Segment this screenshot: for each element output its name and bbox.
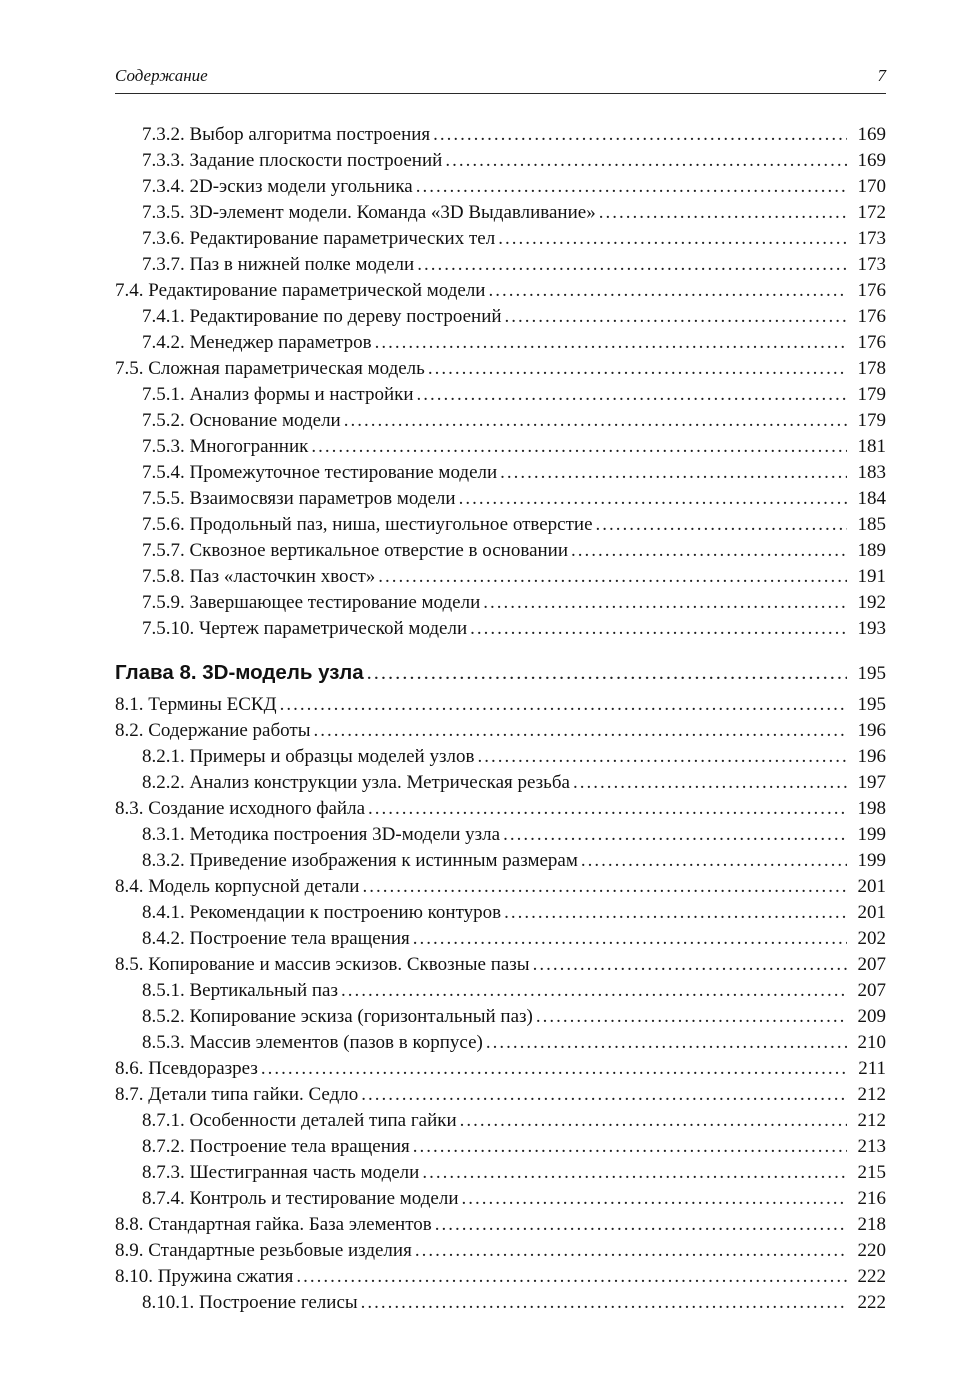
- toc-entry-page-number: 178: [857, 358, 886, 379]
- toc-entry: [115, 822, 886, 848]
- toc-entry-title: 7.5.9. Завершающее тестирование модели: [142, 592, 481, 613]
- toc-entry-title: 8.3.1. Методика построения 3D-модели узла: [142, 824, 501, 845]
- toc-entry-page-number: 179: [857, 410, 886, 431]
- toc-entry-title: 7.4. Редактирование параметрической модели: [115, 280, 486, 301]
- dot-leader: [505, 304, 847, 330]
- toc-entry: [115, 538, 886, 564]
- toc-entry: [115, 564, 886, 590]
- table-of-contents: [115, 122, 886, 1316]
- toc-entry: [115, 848, 886, 874]
- toc-entry-page-number: 173: [857, 254, 886, 275]
- toc-entry: [115, 460, 886, 486]
- toc-entry: [115, 304, 886, 330]
- toc-entry: [115, 978, 886, 1004]
- toc-entry-page-number: 181: [857, 436, 886, 457]
- toc-entry-page-number: 201: [857, 876, 886, 897]
- toc-entry: [115, 744, 886, 770]
- toc-entry: [115, 486, 886, 512]
- toc-entry-page-number: 222: [857, 1292, 886, 1313]
- dot-leader: [459, 486, 847, 512]
- dot-leader: [503, 822, 847, 848]
- toc-entry-title: 7.3.2. Выбор алгоритма построения: [142, 124, 431, 145]
- toc-entry-page-number: 222: [857, 1266, 886, 1287]
- dot-leader: [581, 848, 847, 874]
- toc-entry-title: 8.1. Термины ЕСКД: [115, 694, 277, 715]
- toc-entry-title: 8.5.2. Копирование эскиза (горизонтальный паз): [142, 1006, 533, 1027]
- toc-entry-page-number: 207: [857, 954, 886, 975]
- toc-entry-page-number: 202: [857, 928, 886, 949]
- dot-leader: [498, 226, 847, 252]
- dot-leader: [344, 408, 847, 434]
- dot-leader: [573, 770, 847, 796]
- toc-entry: [115, 330, 886, 356]
- toc-entry-title: 7.5.2. Основание модели: [142, 410, 341, 431]
- dot-leader: [477, 744, 847, 770]
- toc-entry: [115, 278, 886, 304]
- dot-leader: [470, 616, 847, 642]
- toc-entry: [115, 1134, 886, 1160]
- dot-leader: [361, 1082, 847, 1108]
- toc-entry-title: 8.5.1. Вертикальный паз: [142, 980, 338, 1001]
- toc-entry-title: 8.9. Стандартные резьбовые изделия: [115, 1240, 412, 1261]
- toc-entry: [115, 122, 886, 148]
- toc-entry: [115, 1004, 886, 1030]
- toc-entry-title: 8.7. Детали типа гайки. Седло: [115, 1084, 359, 1105]
- dot-leader: [596, 512, 847, 538]
- toc-entry-title: Глава 8. 3D-модель узла: [115, 661, 364, 684]
- toc-entry-title: 8.2.1. Примеры и образцы моделей узлов: [142, 746, 475, 767]
- toc-entry-title: 8.7.2. Построение тела вращения: [142, 1136, 410, 1157]
- dot-leader: [536, 1004, 847, 1030]
- toc-entry-title: 7.5.8. Паз «ласточкин хвост»: [142, 566, 376, 587]
- toc-entry: [115, 226, 886, 252]
- toc-entry-title: 7.5.6. Продольный паз, ниша, шестиугольное отверстие: [142, 514, 593, 535]
- toc-entry: [115, 148, 886, 174]
- toc-entry-title: 8.5.3. Массив элементов (пазов в корпусе): [142, 1032, 483, 1053]
- toc-entry: [115, 1264, 886, 1290]
- dot-leader: [296, 1264, 847, 1290]
- toc-entry-page-number: 176: [857, 306, 886, 327]
- toc-entry-page-number: 220: [857, 1240, 886, 1261]
- toc-entry-page-number: 199: [857, 824, 886, 845]
- toc-entry-page-number: 172: [857, 202, 886, 223]
- toc-entry-title: 7.4.2. Менеджер параметров: [142, 332, 372, 353]
- toc-entry-title: 7.3.7. Паз в нижней полке модели: [142, 254, 415, 275]
- dot-leader: [462, 1186, 847, 1212]
- toc-entry-page-number: 201: [857, 902, 886, 923]
- toc-entry-page-number: 183: [857, 462, 886, 483]
- toc-entry-page-number: 185: [857, 514, 886, 535]
- toc-entry-title: 8.2. Содержание работы: [115, 720, 311, 741]
- dot-leader: [362, 874, 847, 900]
- toc-entry-page-number: 211: [858, 1058, 886, 1079]
- toc-entry-page-number: 191: [857, 566, 886, 587]
- dot-leader: [367, 660, 847, 686]
- toc-entry-title: 8.3.2. Приведение изображения к истинным размерам: [142, 850, 578, 871]
- toc-entry-page-number: 184: [857, 488, 886, 509]
- toc-entry-page-number: 176: [857, 280, 886, 301]
- dot-leader: [433, 122, 847, 148]
- toc-entry-title: 7.5.5. Взаимосвязи параметров модели: [142, 488, 456, 509]
- dot-leader: [428, 356, 847, 382]
- toc-entry: [115, 356, 886, 382]
- toc-entry-title: 8.7.1. Особенности деталей типа гайки: [142, 1110, 457, 1131]
- toc-entry: [115, 1108, 886, 1134]
- dot-leader: [417, 252, 847, 278]
- toc-entry-title: 7.5.10. Чертеж параметрической модели: [142, 618, 468, 639]
- toc-entry-title: 7.3.3. Задание плоскости построений: [142, 150, 443, 171]
- toc-entry-page-number: 207: [857, 980, 886, 1001]
- dot-leader: [500, 460, 847, 486]
- toc-entry-title: 7.5.4. Промежуточное тестирование модели: [142, 462, 498, 483]
- dot-leader: [533, 952, 847, 978]
- toc-entry-page-number: 216: [857, 1188, 886, 1209]
- toc-entry-page-number: 197: [857, 772, 886, 793]
- dot-leader: [413, 926, 847, 952]
- toc-entry-page-number: 196: [857, 720, 886, 741]
- toc-entry: [115, 1290, 886, 1316]
- dot-leader: [261, 1056, 847, 1082]
- dot-leader: [311, 434, 847, 460]
- toc-entry: [115, 616, 886, 642]
- toc-entry-title: 7.5. Сложная параметрическая модель: [115, 358, 425, 379]
- toc-entry-title: 8.3. Создание исходного файла: [115, 798, 366, 819]
- toc-entry: [115, 1030, 886, 1056]
- dot-leader: [488, 278, 847, 304]
- toc-entry: [115, 174, 886, 200]
- toc-entry: [115, 1238, 886, 1264]
- toc-entry-page-number: 179: [857, 384, 886, 405]
- dot-leader: [341, 978, 847, 1004]
- toc-entry: [115, 926, 886, 952]
- toc-entry: [115, 1056, 886, 1082]
- toc-entry-title: 7.3.4. 2D-эскиз модели угольника: [142, 176, 413, 197]
- toc-entry-title: 8.6. Псевдоразрез: [115, 1058, 258, 1079]
- toc-entry: [115, 512, 886, 538]
- dot-leader: [413, 1134, 847, 1160]
- toc-entry-title: 8.4. Модель корпусной детали: [115, 876, 360, 897]
- toc-entry: [115, 200, 886, 226]
- toc-entry: [115, 1160, 886, 1186]
- toc-entry-page-number: 195: [857, 694, 886, 715]
- toc-entry: [115, 770, 886, 796]
- dot-leader: [435, 1212, 847, 1238]
- toc-entry-page-number: 213: [857, 1136, 886, 1157]
- toc-entry: [115, 1082, 886, 1108]
- toc-entry-page-number: 195: [857, 663, 886, 684]
- dot-leader: [483, 590, 847, 616]
- toc-entry-title: 8.2.2. Анализ конструкции узла. Метрическая резьба: [142, 772, 570, 793]
- toc-entry: [115, 590, 886, 616]
- toc-entry: [115, 718, 886, 744]
- dot-leader: [280, 692, 847, 718]
- dot-leader: [599, 200, 847, 226]
- toc-entry-title: 8.5. Копирование и массив эскизов. Сквозные пазы: [115, 954, 530, 975]
- dot-leader: [571, 538, 847, 564]
- running-header-page-number: 7: [877, 66, 886, 85]
- toc-entry-page-number: 209: [857, 1006, 886, 1027]
- dot-leader: [313, 718, 847, 744]
- toc-entry-page-number: 199: [857, 850, 886, 871]
- toc-entry-page-number: 196: [857, 746, 886, 767]
- toc-entry: [115, 796, 886, 822]
- dot-leader: [417, 382, 847, 408]
- toc-entry-title: 7.5.3. Многогранник: [142, 436, 309, 457]
- toc-entry-title: 7.3.5. 3D-элемент модели. Команда «3D Выдавливание»: [142, 202, 596, 223]
- toc-entry-page-number: 173: [857, 228, 886, 249]
- toc-entry-page-number: 169: [857, 124, 886, 145]
- toc-entry-page-number: 192: [857, 592, 886, 613]
- toc-entry-title: 8.10.1. Построение гелисы: [142, 1292, 358, 1313]
- toc-entry: [115, 1212, 886, 1238]
- toc-entry-page-number: 169: [857, 150, 886, 171]
- toc-entry: [115, 692, 886, 718]
- toc-entry-page-number: 170: [857, 176, 886, 197]
- toc-entry: [115, 952, 886, 978]
- toc-entry: [115, 874, 886, 900]
- dot-leader: [504, 900, 847, 926]
- toc-entry-title: 7.4.1. Редактирование по дереву построений: [142, 306, 502, 327]
- dot-leader: [460, 1108, 847, 1134]
- toc-entry: [115, 408, 886, 434]
- toc-entry-title: 7.5.1. Анализ формы и настройки: [142, 384, 414, 405]
- toc-entry-page-number: 212: [857, 1110, 886, 1131]
- toc-entry-title: 7.3.6. Редактирование параметрических тел: [142, 228, 496, 249]
- toc-entry-page-number: 198: [857, 798, 886, 819]
- toc-entry-page-number: 212: [857, 1084, 886, 1105]
- toc-entry: [115, 900, 886, 926]
- toc-entry-page-number: 189: [857, 540, 886, 561]
- toc-entry-page-number: 218: [857, 1214, 886, 1235]
- dot-leader: [378, 564, 847, 590]
- dot-leader: [375, 330, 847, 356]
- dot-leader: [445, 148, 847, 174]
- dot-leader: [486, 1030, 847, 1056]
- toc-entry: [115, 1186, 886, 1212]
- toc-entry-title: 8.4.1. Рекомендации к построению контуров: [142, 902, 502, 923]
- toc-entry-page-number: 210: [857, 1032, 886, 1053]
- running-header: [115, 66, 886, 94]
- toc-entry: [115, 434, 886, 460]
- toc-entry-page-number: 176: [857, 332, 886, 353]
- toc-entry-title: 8.8. Стандартная гайка. База элементов: [115, 1214, 432, 1235]
- dot-leader: [416, 174, 847, 200]
- dot-leader: [368, 796, 847, 822]
- toc-entry-title: 8.10. Пружина сжатия: [115, 1266, 294, 1287]
- toc-entry-page-number: 215: [857, 1162, 886, 1183]
- toc-chapter-entry: [115, 660, 886, 687]
- toc-entry-title: 7.5.7. Сквозное вертикальное отверстие в основании: [142, 540, 569, 561]
- toc-entry: [115, 252, 886, 278]
- dot-leader: [361, 1290, 847, 1316]
- running-header-title: Содержание: [115, 66, 208, 85]
- toc-entry-page-number: 193: [857, 618, 886, 639]
- toc-entry: [115, 382, 886, 408]
- toc-entry-title: 8.7.3. Шестигранная часть модели: [142, 1162, 420, 1183]
- dot-leader: [422, 1160, 847, 1186]
- dot-leader: [415, 1238, 847, 1264]
- toc-entry-title: 8.7.4. Контроль и тестирование модели: [142, 1188, 459, 1209]
- toc-entry-title: 8.4.2. Построение тела вращения: [142, 928, 410, 949]
